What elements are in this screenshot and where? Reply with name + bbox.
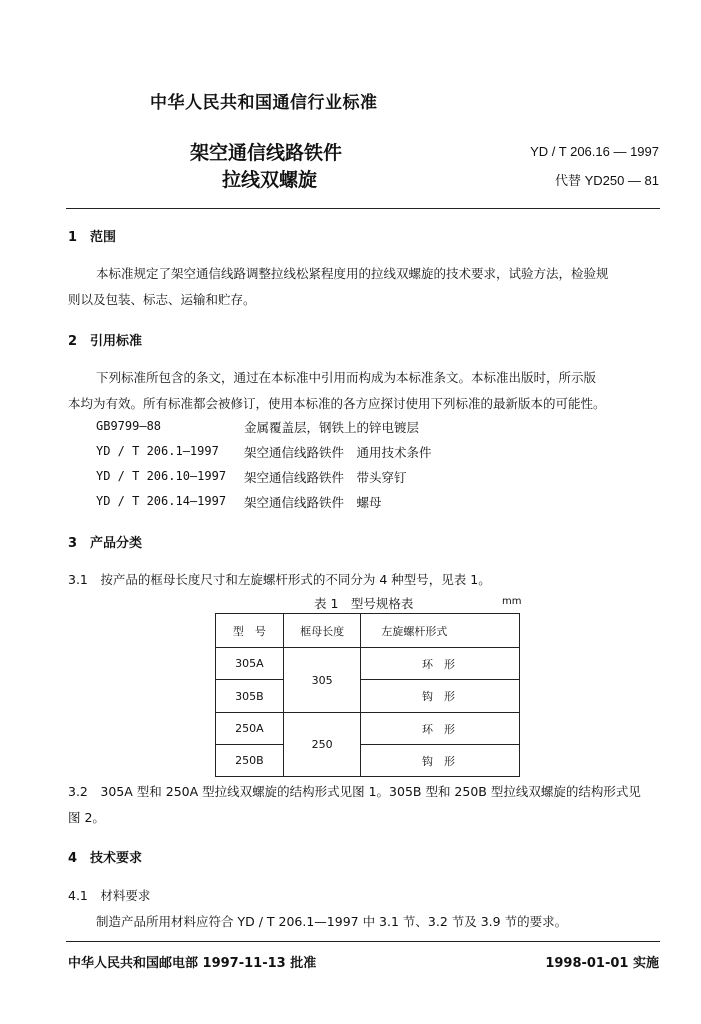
standard-number: YD / T 206.16 — 1997: [530, 144, 659, 159]
table-cell-length: 305: [283, 648, 361, 713]
reference-name: 架空通信线路铁件 通用技术条件: [244, 445, 432, 460]
table-row: [216, 648, 520, 680]
table-cell-form: 钩 形: [361, 745, 520, 777]
reference-code: GB9799—88: [96, 419, 162, 433]
table-row: [216, 745, 520, 777]
section-3-title: 3 产品分类: [68, 536, 143, 551]
table-cell-model: 305A: [216, 648, 284, 680]
table-header-cell: 左旋螺杆形式: [361, 614, 520, 648]
header-divider: [66, 208, 660, 209]
table-row: [216, 680, 520, 713]
reference-name: 架空通信线路铁件 带头穿钉: [244, 470, 407, 485]
table-header-row: [216, 614, 520, 648]
table-cell-form: 环 形: [361, 713, 520, 745]
section-2-paragraph-line2: 本均为有效。所有标准都会被修订，使用本标准的各方应探讨使用下列标准的最新版本的可能性。: [68, 396, 606, 411]
footer-divider: [66, 941, 660, 942]
model-spec-table: [215, 613, 520, 777]
section-4-1-text: 制造产品所用材料应符合 YD / T 206.1—1997 中 3.1 节、3.2 节及 3.9 节的要求。: [96, 914, 568, 929]
table-header-cell: 型 号: [216, 614, 284, 648]
section-3-2-text-line1: 3.2 305A 型和 250A 型拉线双螺旋的结构形式见图 1。305B 型和 250B 型拉线双螺旋的结构形式见: [68, 784, 641, 799]
table-caption: 表 1 型号规格表: [314, 596, 414, 611]
table-cell-length: 250: [283, 713, 361, 777]
table-cell-model: 250B: [216, 745, 284, 777]
reference-name: 金属覆盖层，钢铁上的锌电镀层: [244, 420, 420, 435]
section-1-paragraph-line2: 则以及包装、标志、运输和贮存。: [68, 292, 256, 307]
reference-code: YD / T 206.14—1997: [96, 494, 227, 508]
reference-code: YD / T 206.1—1997: [96, 444, 219, 458]
table-cell-form: 钩 形: [361, 680, 520, 713]
effective-date: 1998-01-01 实施: [545, 956, 659, 971]
section-2-title: 2 引用标准: [68, 334, 143, 349]
section-1-paragraph-line1: 本标准规定了架空通信线路调整拉线松紧程度用的拉线双螺旋的技术要求，试验方法，检验规: [96, 266, 609, 281]
table-row: [216, 713, 520, 745]
table-unit: mm: [502, 596, 522, 607]
table-cell-model: 250A: [216, 713, 284, 745]
table-cell-form: 环 形: [361, 648, 520, 680]
section-4-title: 4 技术要求: [68, 851, 143, 866]
document-title: 架空通信线路铁件: [190, 142, 343, 164]
section-2-paragraph-line1: 下列标准所包含的条文，通过在本标准中引用而构成为本标准条文。本标准出版时，所示版: [96, 370, 597, 385]
section-4-1-title: 4.1 材料要求: [68, 888, 151, 903]
section-3-1-text: 3.1 按产品的框母长度尺寸和左旋螺杆形式的不同分为 4 种型号，见表 1。: [68, 572, 491, 587]
document-subtitle: 拉线双螺旋: [222, 169, 318, 191]
approval-note: 中华人民共和国邮电部 1997-11-13 批准: [68, 956, 317, 971]
table-header-cell: 框母长度: [283, 614, 361, 648]
reference-code: YD / T 206.10—1997: [96, 469, 227, 483]
section-1-title: 1 范围: [68, 230, 117, 245]
table-cell-model: 305B: [216, 680, 284, 713]
reference-name: 架空通信线路铁件 螺母: [244, 495, 382, 510]
standard-organization: 中华人民共和国通信行业标准: [150, 93, 378, 113]
section-3-2-text-line2: 图 2。: [68, 810, 105, 825]
replaces-standard: 代替 YD250 — 81: [554, 173, 659, 188]
